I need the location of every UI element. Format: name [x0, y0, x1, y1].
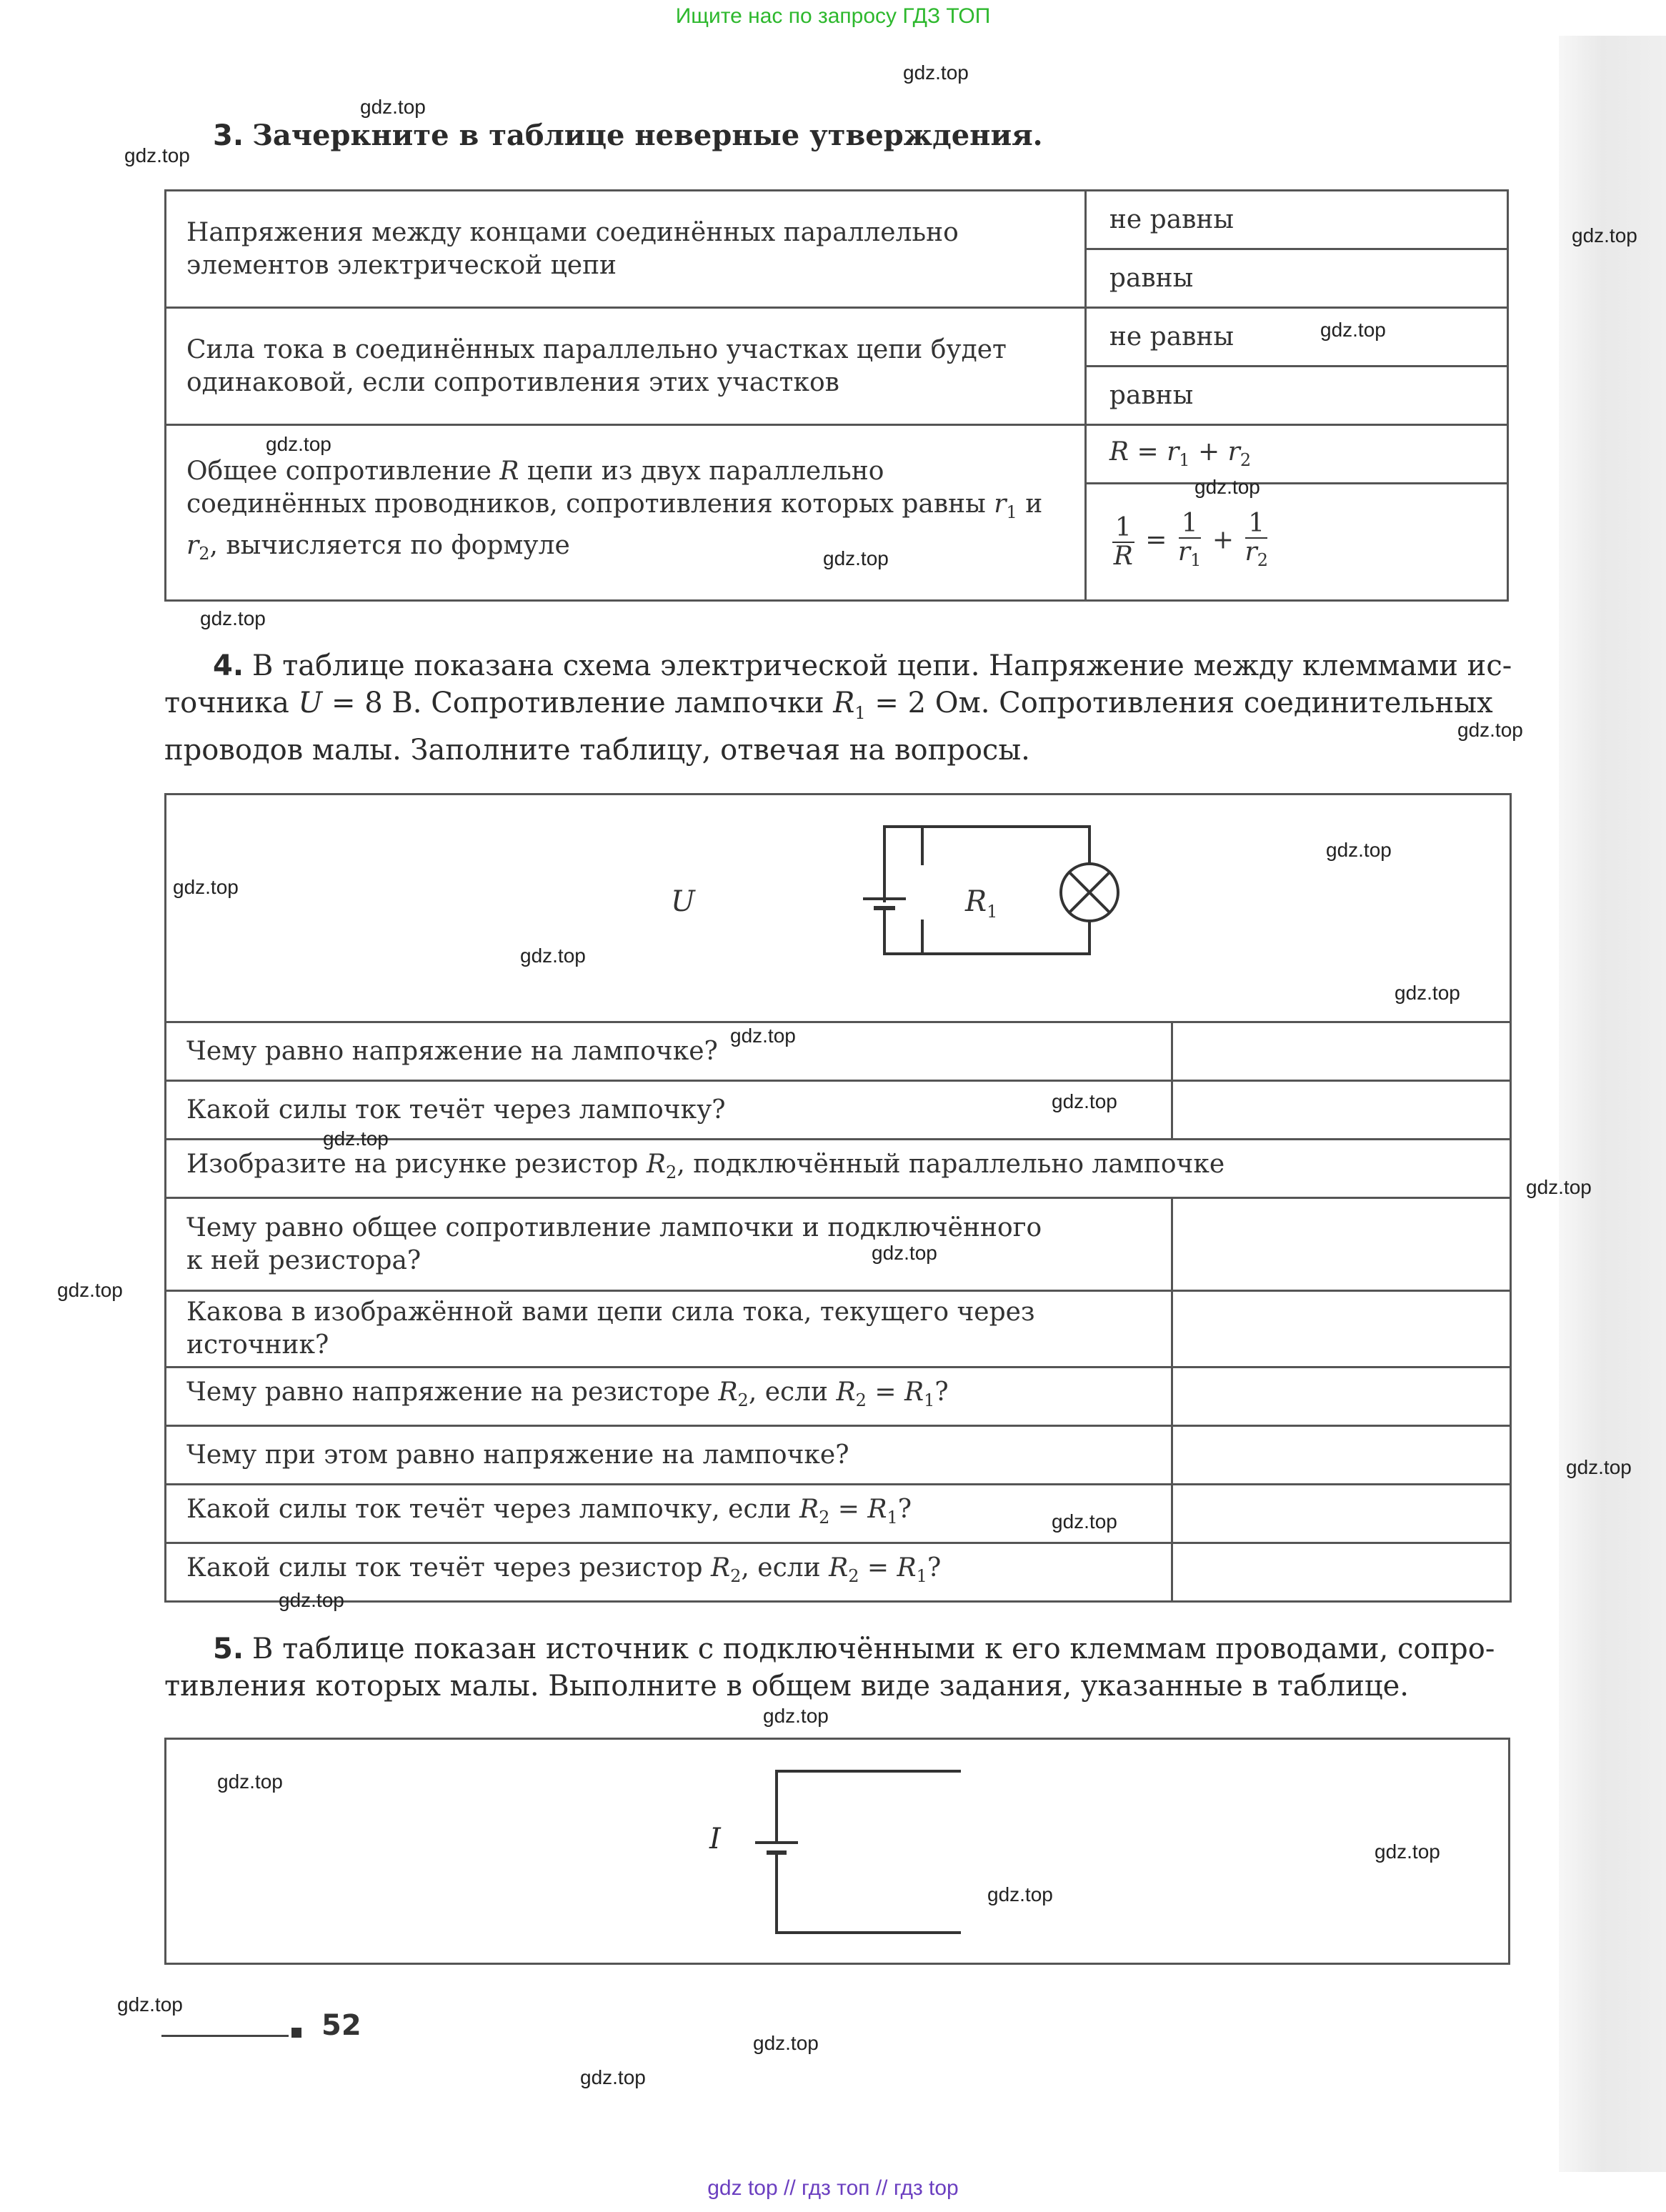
watermark: gdz.top	[823, 547, 889, 569]
footer-rule	[161, 2035, 289, 2037]
watermark: gdz.top	[360, 96, 426, 118]
watermark: gdz.top	[217, 1770, 283, 1793]
wire	[884, 827, 1089, 865]
watermark: gdz.top	[763, 1705, 829, 1727]
wire	[884, 827, 922, 902]
wire	[777, 1854, 961, 1933]
task4-question: Чему равно общее сопротивление лампочки и подключённого к ней резистора?	[166, 1198, 1172, 1291]
watermark: gdz.top	[1457, 719, 1523, 741]
task4-answer-cell[interactable]	[1172, 1291, 1510, 1367]
task4-question: Какой силы ток течёт через лампочку, если $R_2 = R_1$?	[166, 1485, 1172, 1543]
task4-question: Чему равно напряжение на резисторе $R_2$, если $R_2 = R_1$?	[166, 1367, 1172, 1426]
task4-answer-cell[interactable]	[1172, 1426, 1510, 1485]
watermark: gdz.top	[1395, 982, 1460, 1004]
page-edge-shadow	[1559, 36, 1666, 2172]
task4-title: 4. В таблице показана схема электрической цепи. Напряжение между клеммами ис- точника U = 8 В. Сопротивление лампочки $R_1 = 2$ Ом. Сопротивления соединительных проводов малы. Заполните таблицу, отвечая на вопросы.	[164, 649, 1512, 767]
table-row	[166, 308, 1508, 367]
watermark: gdz.top	[903, 61, 969, 84]
table-row	[166, 1022, 1511, 1081]
watermark: gdz.top	[1052, 1090, 1117, 1112]
table-row	[166, 1485, 1511, 1543]
task3-title: 3. Зачеркните в таблице неверные утверждения.	[213, 119, 1043, 152]
task3-formula-reciprocal[interactable]: $\frac{1}{R}$ = $\frac{1}{r_1}$ + $\frac{1}{r_2}$	[1085, 484, 1507, 601]
wire	[777, 1771, 961, 1843]
task3-answer-option[interactable]: равны	[1085, 249, 1507, 308]
task5-circuit-cell[interactable]	[164, 1738, 1510, 1965]
watermark: gdz.top	[1566, 1456, 1632, 1478]
task3-statement-3: Общее сопротивление R цепи из двух параллельно соединённых проводников, сопротивления которых равны $r_1$ и $r_2$, вычисляется по формуле	[166, 425, 1086, 601]
watermark: gdz.top	[1194, 476, 1260, 498]
task4-answer-cell[interactable]	[1172, 1081, 1510, 1140]
table-row	[166, 1367, 1511, 1426]
circuit-label-I: I	[709, 1823, 721, 1855]
task3-answer-option[interactable]: равны	[1085, 367, 1507, 425]
task4-answer-cell[interactable]	[1172, 1198, 1510, 1291]
task3-statement-2: Сила тока в соединённых параллельно участках цепи будет одинаковой, если сопротивления этих участков	[166, 308, 1086, 425]
task3-answer-option[interactable]: не равны	[1085, 308, 1507, 367]
footer-marker	[291, 2028, 301, 2038]
task3-table	[164, 189, 1509, 602]
task4-answer-cell[interactable]	[1172, 1022, 1510, 1081]
watermark: gdz.top	[57, 1279, 123, 1301]
task4-answer-cell[interactable]	[1172, 1485, 1510, 1543]
table-row	[166, 425, 1508, 484]
wire	[922, 920, 1089, 954]
watermark: gdz.top	[279, 1589, 344, 1611]
table-row	[166, 1291, 1511, 1367]
watermark: gdz.top	[1526, 1176, 1592, 1198]
table-row	[166, 1198, 1511, 1291]
task4-question: Изобразите на рисунке резистор $R_2$, подключённый параллельно лампочке	[166, 1140, 1511, 1198]
task4-question: Какова в изображённой вами цепи сила тока, текущего через источник?	[166, 1291, 1172, 1367]
wire	[884, 907, 922, 954]
task4-answer-cell[interactable]	[1172, 1543, 1510, 1602]
task4-table	[164, 793, 1512, 1603]
task3-answer-option[interactable]: не равны	[1085, 191, 1507, 249]
watermark: gdz.top	[124, 144, 190, 166]
watermark: gdz.top	[872, 1242, 937, 1264]
watermark: gdz.top	[520, 945, 586, 967]
task4-circuit-diagram	[166, 795, 1510, 1021]
task4-question: Чему при этом равно напряжение на лампочке?	[166, 1426, 1172, 1485]
task4-answer-cell[interactable]	[1172, 1367, 1510, 1426]
watermark: gdz.top	[1572, 224, 1637, 246]
circuit-label-R1: $R_1$	[965, 885, 998, 922]
watermark: gdz.top	[580, 2066, 646, 2088]
task5-title: 5. В таблице показан источник с подключёнными к его клеммам проводами, сопро- тивления которых малы. Выполните в общем виде задания, указанные в таблице.	[164, 1633, 1495, 1703]
page-number: 52	[321, 2009, 361, 2042]
task3-formula-sum[interactable]: $R = r_1 + r_2$	[1085, 425, 1507, 484]
watermark: gdz.top	[323, 1127, 389, 1150]
task4-question: Чему равно напряжение на лампочке?	[166, 1022, 1172, 1081]
watermark: gdz.top	[1320, 319, 1386, 341]
watermark: gdz.top	[117, 1993, 183, 2016]
watermark: gdz.top	[730, 1025, 796, 1047]
watermark: gdz.top	[173, 876, 239, 898]
task4-question: Какой силы ток течёт через лампочку?	[166, 1081, 1172, 1140]
search-banner[interactable]: Ищите нас по запросу ГДЗ ТОП	[675, 4, 991, 28]
watermark: gdz.top	[1375, 1840, 1440, 1863]
task4-question: Какой силы ток течёт через резистор $R_2$, если $R_2 = R_1$?	[166, 1543, 1172, 1602]
task3-statement-1: Напряжения между концами соединённых параллельно элементов электрической цепи	[166, 191, 1086, 308]
table-row	[166, 794, 1511, 1022]
task5-circuit-diagram	[166, 1740, 1508, 1963]
bottom-links[interactable]: gdz top // гдз топ // гдз top	[707, 2176, 959, 2200]
table-row	[166, 1426, 1511, 1485]
watermark: gdz.top	[1052, 1510, 1117, 1533]
table-row	[166, 191, 1508, 249]
watermark: gdz.top	[753, 2032, 819, 2054]
watermark: gdz.top	[266, 433, 331, 455]
task4-circuit-cell[interactable]	[166, 794, 1511, 1022]
table-row	[166, 1543, 1511, 1602]
watermark: gdz.top	[1326, 839, 1392, 861]
watermark: gdz.top	[987, 1883, 1053, 1905]
circuit-label-U: U	[671, 885, 695, 918]
watermark: gdz.top	[200, 607, 266, 629]
